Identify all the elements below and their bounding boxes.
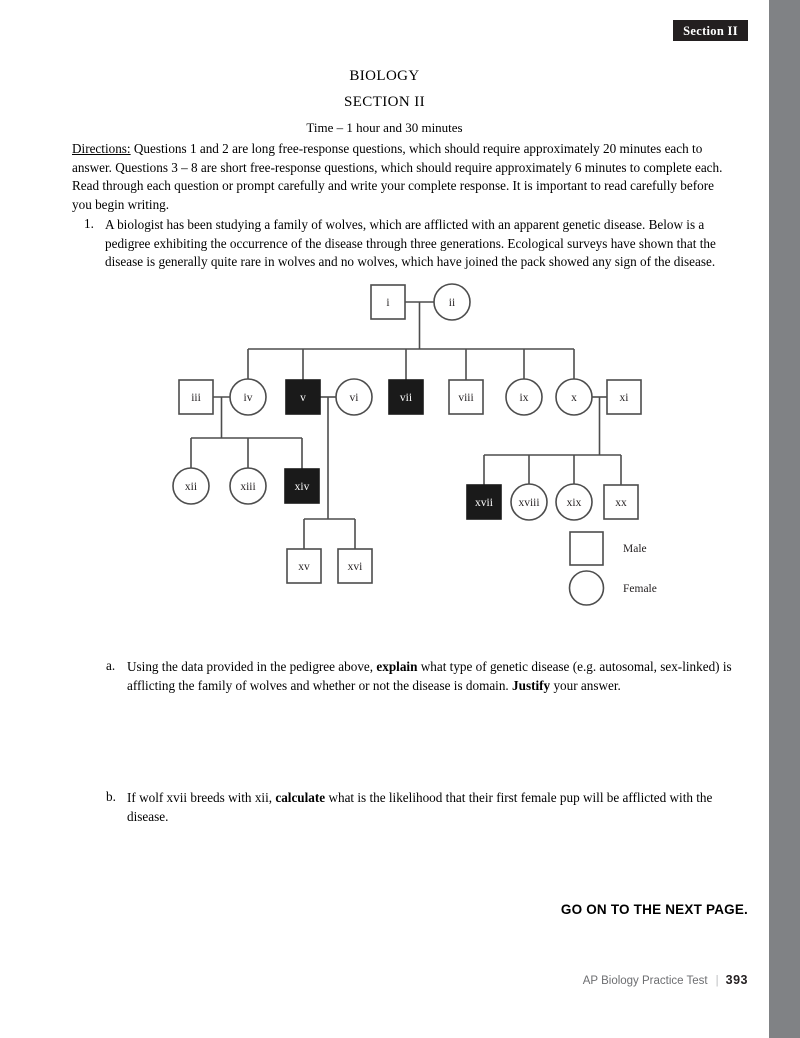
footer-divider: | — [715, 975, 719, 987]
page-edge-bar — [769, 0, 800, 1038]
pedigree-node-label: xii — [184, 481, 198, 494]
pedigree-node-label: iv — [243, 392, 253, 405]
pedigree-node-label: iii — [191, 392, 201, 405]
question-text: A biologist has been studying a family of wolves, which are afflicted with an apparent genetic disease. Below is a pedigree exhibiting the occurrence of the disease through three generations. Ecological surveys have shown that the disease is generally quite rare in wolves and no wolves, which have joined the pack showed any sign of the disease. — [105, 217, 716, 270]
pedigree-node-iv — [230, 379, 266, 415]
page-number: 393 — [725, 973, 748, 987]
pedigree-node-xii — [173, 468, 209, 504]
pedigree-node-label: xx — [615, 497, 627, 510]
pedigree-node-xx — [604, 485, 638, 519]
question-number: 1. — [84, 216, 94, 231]
page-subtitle: SECTION II — [343, 94, 426, 110]
pedigree-node-label: vi — [349, 392, 359, 405]
pedigree-node-xv — [287, 549, 321, 583]
legend-label: Female — [623, 583, 657, 595]
part-a-seg1: Using the data provided in the pedigree above, — [127, 659, 377, 674]
part-a-bold1: explain — [376, 659, 418, 674]
legend-male-symbol — [570, 532, 603, 565]
pedigree-node-label: viii — [458, 392, 474, 405]
part-b-seg1: If wolf xvii breeds with xii, — [127, 790, 276, 805]
pedigree-node-label: xv — [298, 561, 310, 574]
time-allotment: Time – 1 hour and 30 minutes — [306, 120, 463, 135]
pedigree-node-x — [556, 379, 592, 415]
part-a-letter: a. — [106, 658, 116, 673]
footer-title: AP Biology Practice Test — [582, 975, 708, 987]
pedigree-chart — [60, 275, 760, 635]
legend-female-symbol — [570, 571, 604, 605]
directions-label: Directions: — [72, 141, 131, 156]
pedigree-node-label: ix — [519, 392, 529, 405]
pedigree-connector-lines — [191, 302, 621, 549]
pedigree-node-label: xi — [619, 392, 629, 405]
part-a-text — [127, 658, 735, 695]
pedigree-node-label: ii — [448, 297, 456, 310]
pedigree-node-i — [371, 285, 405, 319]
go-on-notice: GO ON TO THE NEXT PAGE. — [560, 902, 748, 917]
pedigree-node-vii — [389, 380, 423, 414]
part-b-text — [127, 789, 735, 826]
section-tab: Section II — [673, 20, 748, 41]
directions-text: Questions 1 and 2 are long free-response questions, which should require approximately 20 minutes each to answer. Questions 3 – 8 are short free-response questions, which should require approximately 6 minutes to complete each. Read through each question or prompt carefully and write your complete response. It is important to read carefully before you begin writing. — [72, 141, 723, 212]
legend-label: Male — [623, 543, 647, 555]
pedigree-node-label: xvi — [347, 561, 363, 574]
pedigree-node-xiii — [230, 468, 266, 504]
pedigree-node-label: xvii — [475, 497, 493, 510]
pedigree-node-label: xviii — [518, 497, 540, 510]
pedigree-legend — [570, 532, 657, 605]
pedigree-node-ix — [506, 379, 542, 415]
pedigree-node-label: xiii — [240, 481, 256, 494]
pedigree-node-xi — [607, 380, 641, 414]
pedigree-node-label: xiv — [294, 481, 310, 494]
page-title: BIOLOGY — [349, 68, 420, 84]
pedigree-node-xviii — [511, 484, 547, 520]
part-b-letter: b. — [106, 789, 116, 804]
pedigree-node-viii — [449, 380, 483, 414]
pedigree-node-label: v — [300, 392, 306, 405]
legend-item-male — [570, 532, 647, 565]
directions-paragraph — [72, 140, 734, 214]
pedigree-node-label: xix — [566, 497, 582, 510]
pedigree-node-xvii — [467, 485, 501, 519]
pedigree-svg — [60, 275, 760, 635]
pedigree-node-label: x — [571, 392, 577, 405]
pedigree-node-v — [286, 380, 320, 414]
pedigree-node-vi — [336, 379, 372, 415]
part-a-bold2: Justify — [512, 677, 551, 693]
pedigree-node-xvi — [338, 549, 372, 583]
legend-item-female — [570, 571, 657, 605]
pedigree-node-label: vii — [399, 392, 413, 405]
pedigree-node-label: i — [386, 297, 390, 310]
pedigree-node-xiv — [285, 469, 319, 503]
part-a-seg2: what type of genetic disease (e.g. autosomal, sex-linked) is afflicting the family of wolves and whether or not the disease is domain. — [127, 659, 732, 693]
pedigree-node-xix — [556, 484, 592, 520]
pedigree-node-ii — [434, 284, 470, 320]
page-footer — [0, 973, 748, 987]
part-a-seg3: your answer. — [550, 677, 621, 693]
part-b-seg2: what is the likelihood that their first female pup will be afflicted with the disease. — [127, 790, 713, 824]
pedigree-node-iii — [179, 380, 213, 414]
part-b-bold1: calculate — [275, 790, 326, 805]
